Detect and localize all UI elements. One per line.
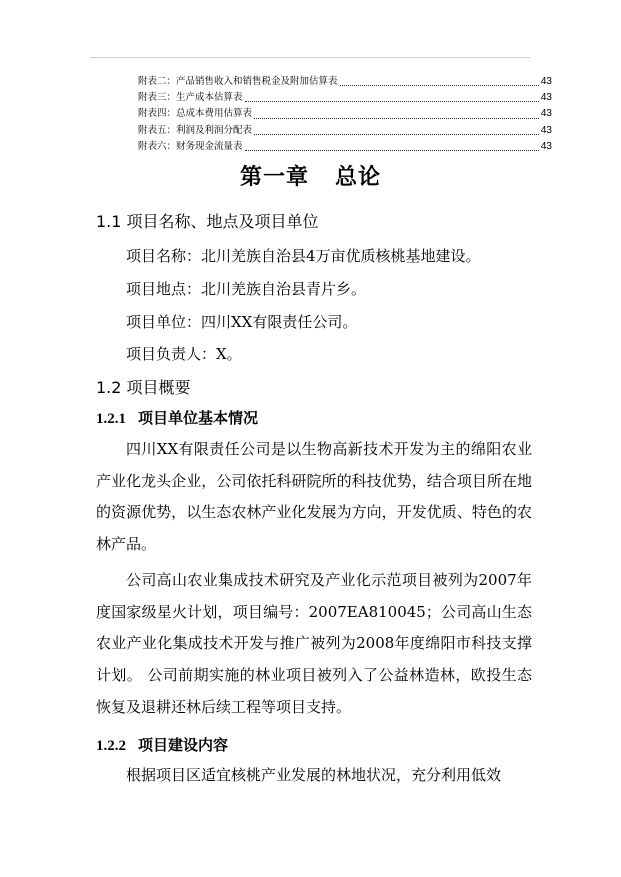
chapter-title — [0, 160, 621, 191]
project-lead-line: 项目负责人：X。 — [126, 345, 242, 363]
toc-entry-page: 43 — [540, 124, 552, 136]
section-heading-1-2: 1.2 项目概要 — [96, 378, 191, 397]
section-title: 项目建设内容 — [138, 736, 229, 754]
toc-entry[interactable] — [138, 90, 552, 106]
header-rule — [90, 57, 530, 58]
section-heading-1-2-1 — [96, 407, 258, 428]
toc-entry-page: 43 — [540, 108, 552, 120]
toc-entry-label: 附表三：生产成本估算表 — [138, 92, 243, 104]
table-of-contents — [138, 74, 552, 155]
toc-leader — [340, 85, 539, 86]
toc-entry-page: 43 — [540, 140, 552, 152]
chapter-number: 第一章 — [239, 164, 309, 190]
toc-leader — [245, 150, 539, 151]
toc-entry-label: 附表二：产品销售收入和销售税金及附加估算表 — [138, 75, 338, 87]
construction-content-paragraph: 根据项目区适宜核桃产业发展的林地状况，充分利用低效 — [126, 766, 502, 784]
company-projects-paragraph: 公司高山农业集成技术研究及产业化示范项目被列为2007年度国家级星火计划，项目编号：2007EA810045；公司高山生态农业产业化集成技术开发与推广被列为2008年度绵阳市科技支撑计划。 公司前期实施的林业项目被列入了公益林造林，欧投生态恢复及退耕还林后续工程等项目支持。 — [96, 571, 532, 716]
project-name-line: 项目名称：北川羌族自治县4万亩优质核桃基地建设。 — [126, 247, 481, 265]
toc-entry[interactable] — [138, 123, 552, 139]
project-unit-line: 项目单位：四川XX有限责任公司。 — [126, 313, 358, 331]
toc-entry-label: 附表四：总成本费用估算表 — [138, 108, 253, 120]
section-number: 1.2.2 — [96, 738, 126, 754]
toc-entry[interactable] — [138, 74, 552, 90]
company-intro-paragraph: 四川XX有限责任公司是以生物高新技术开发为主的绵阳农业产业化龙头企业，公司依托科研院所的科技优势，结合项目所在地的资源优势，以生态农林产业化发展为方向，开发优质、特色的农林产品。 — [96, 440, 532, 554]
chapter-name: 总论 — [335, 164, 382, 190]
toc-entry-label: 附表五：利润及利润分配表 — [138, 124, 253, 136]
section-heading-1-2-2 — [96, 734, 228, 755]
project-location-line: 项目地点：北川羌族自治县青片乡。 — [126, 280, 367, 298]
section-number: 1.2.1 — [96, 411, 126, 427]
section-heading-1-1: 1.1 项目名称、地点及项目单位 — [96, 212, 319, 231]
toc-entry-page: 43 — [540, 75, 552, 87]
toc-entry-page: 43 — [540, 92, 552, 104]
toc-entry[interactable] — [138, 139, 552, 155]
toc-leader — [254, 134, 539, 135]
toc-leader — [245, 101, 539, 102]
toc-leader — [254, 118, 539, 119]
toc-entry-label: 附表六：财务现金流量表 — [138, 140, 243, 152]
toc-entry[interactable] — [138, 106, 552, 122]
section-title: 项目单位基本情况 — [138, 409, 259, 427]
